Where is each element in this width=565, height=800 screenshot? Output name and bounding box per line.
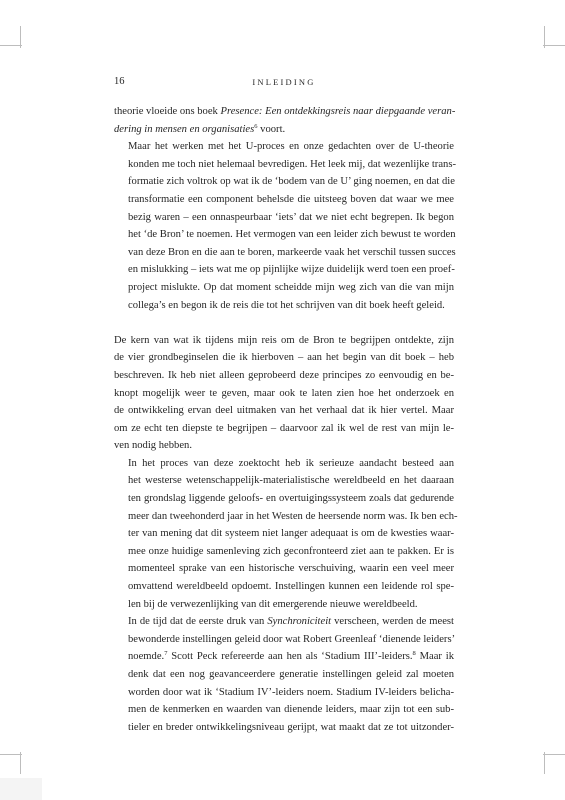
text-line: het ‘de Bron’ te noemen. Het vermogen van een leider zich bewust te worden — [128, 229, 456, 241]
text-line: denk dat een nog geavanceerdere generatie instellingen geleid zal moeten — [128, 669, 454, 680]
text-line: worden door wat ik ‘Stadium IV’-leiders noem. Stadium IV-leiders belicha- — [128, 686, 454, 698]
page-number: 16 — [114, 76, 125, 87]
text-line: mee onze huidige samenleving zich geconfronteerd ziet aan te pakken. Er is — [128, 545, 454, 557]
text-line: momenteel sprake van een historische verschuiving, waarin een veel meer — [128, 563, 454, 575]
text-line: tieler en breder ontwikkelingsniveau gerijpt, wat maakt dat ze tot uitzonder- — [128, 721, 454, 733]
text-line: omvattend wereldbeeld opdoemt. Instellingen kunnen een leidende rol spe- — [128, 581, 454, 593]
text-line: project mislukte. Op dat moment scheidde mijn weg zich van die van mijn — [128, 281, 454, 293]
paragraph — [114, 455, 458, 613]
book-title: Presence: Een ontdekkingsreis naar diepgaande veran- — [220, 106, 456, 117]
footnote-ref: 7 — [164, 650, 168, 658]
text-line: het westerse wetenschappelijk-materialistische wereldbeeld en het daaraan — [128, 475, 454, 487]
text-line: ter van mening dat dit systeem niet langer adequaat is om de kwesties waar- — [128, 528, 454, 540]
text-line: konden me toch niet helemaal bevredigen. Het leek mij, dat wezenlijke trans- — [128, 158, 456, 170]
text-line: In de tijd dat de eerste druk van Synchroniciteit verscheen, werden de meest — [128, 616, 454, 628]
text-line: In het proces van deze zoektocht heb ik serieuze aandacht besteed aan — [128, 457, 454, 469]
text-line: len bij de verwezenlijking van dit emergerende nieuwe wereldbeeld. — [128, 598, 418, 610]
text-line: theorie vloeide ons boek Presence: Een ontdekkingsreis naar diepgaande veran- — [114, 106, 456, 117]
text-line: men de kenmerken en waarden van dienende leiders, maar zijn tot een sub- — [128, 704, 454, 716]
text-line: om ze echt ten diepste te begrijpen – daarvoor zal ik wel de rest van mijn le- — [114, 422, 454, 434]
footnote-ref: 6 — [254, 122, 258, 130]
paragraph — [114, 332, 454, 455]
text-line: meer dan tweehonderd jaar in het Westen de heersende norm was. Ik ben ech- — [128, 510, 458, 522]
paragraph — [114, 138, 454, 314]
text-line: dering in mensen en organisaties$^6$ voort. — [114, 122, 286, 135]
text-line: knopt mogelijk weer te geven, maar ook te laten zien hoe het onderzoek en — [114, 387, 454, 399]
page-header — [114, 76, 454, 90]
text-line: ten grondslag liggende geloofs- en overtuigingssysteem zoals dat gedurende — [128, 493, 454, 505]
text-line: en mislukking – iets wat me op pijnlijke wijze duidelijk werd toen een proef- — [128, 264, 455, 276]
paragraph — [114, 103, 454, 138]
crop-mark — [0, 754, 22, 755]
footnote-ref: 8 — [412, 650, 416, 658]
book-title: dering in mensen en organisaties — [114, 123, 255, 135]
crop-mark — [20, 752, 21, 774]
book-title: Synchroniciteit — [267, 616, 332, 628]
running-head: INLEIDING — [252, 77, 316, 87]
text-line: transformatie een component behelsde die uitsteeg boven dat waar we mee — [128, 193, 454, 205]
text-line: de ontwikkeling ervan deel uitmaken van het verhaal dat ik hier vertel. Maar — [114, 405, 454, 417]
text-line: bewonderde instellingen geleid door wat Robert Greenleaf ‘dienende leiders’ — [128, 633, 456, 645]
paragraph — [114, 613, 454, 736]
text-line: bezig waren – een onnaspeurbaar ‘iets’ dat we niet echt begrepen. Ik begon — [128, 211, 454, 223]
crop-mark — [543, 45, 565, 46]
corner-shade — [0, 778, 42, 800]
text-line: formatie zich voltrok op wat ik de ‘bodem van de U’ ging noemen, en dat die — [128, 176, 455, 188]
text-line: ven nodig hebben. — [114, 440, 192, 452]
body-text — [114, 103, 458, 736]
text-line: noemde.$^7$ Scott Peck refereerde aan hen als ‘Stadium III’-leiders.$^8$ Maar ik — [128, 650, 455, 663]
text-line: collega’s en begon ik de reis die tot het schrijven van dit boek heeft geleid. — [128, 299, 445, 311]
crop-mark — [543, 754, 565, 755]
text-line: beschreven. Ik heb niet alleen geprobeerd deze principes zo eenvoudig en be- — [114, 369, 454, 381]
text-line: De kern van wat ik tijdens mijn reis om de Bron te begrijpen ontdekte, zijn — [114, 334, 454, 346]
crop-mark — [544, 752, 545, 774]
text-line: de vier grondbeginselen die ik hierboven – aan het begin van dit boek – heb — [114, 352, 454, 364]
crop-mark — [0, 45, 22, 46]
text-line: van deze Bron en die aan te boren, markeerde vaak het verschil tussen succes — [128, 246, 456, 258]
text-line: Maar het werken met het U-proces en onze gedachten over de U-theorie — [128, 141, 454, 153]
